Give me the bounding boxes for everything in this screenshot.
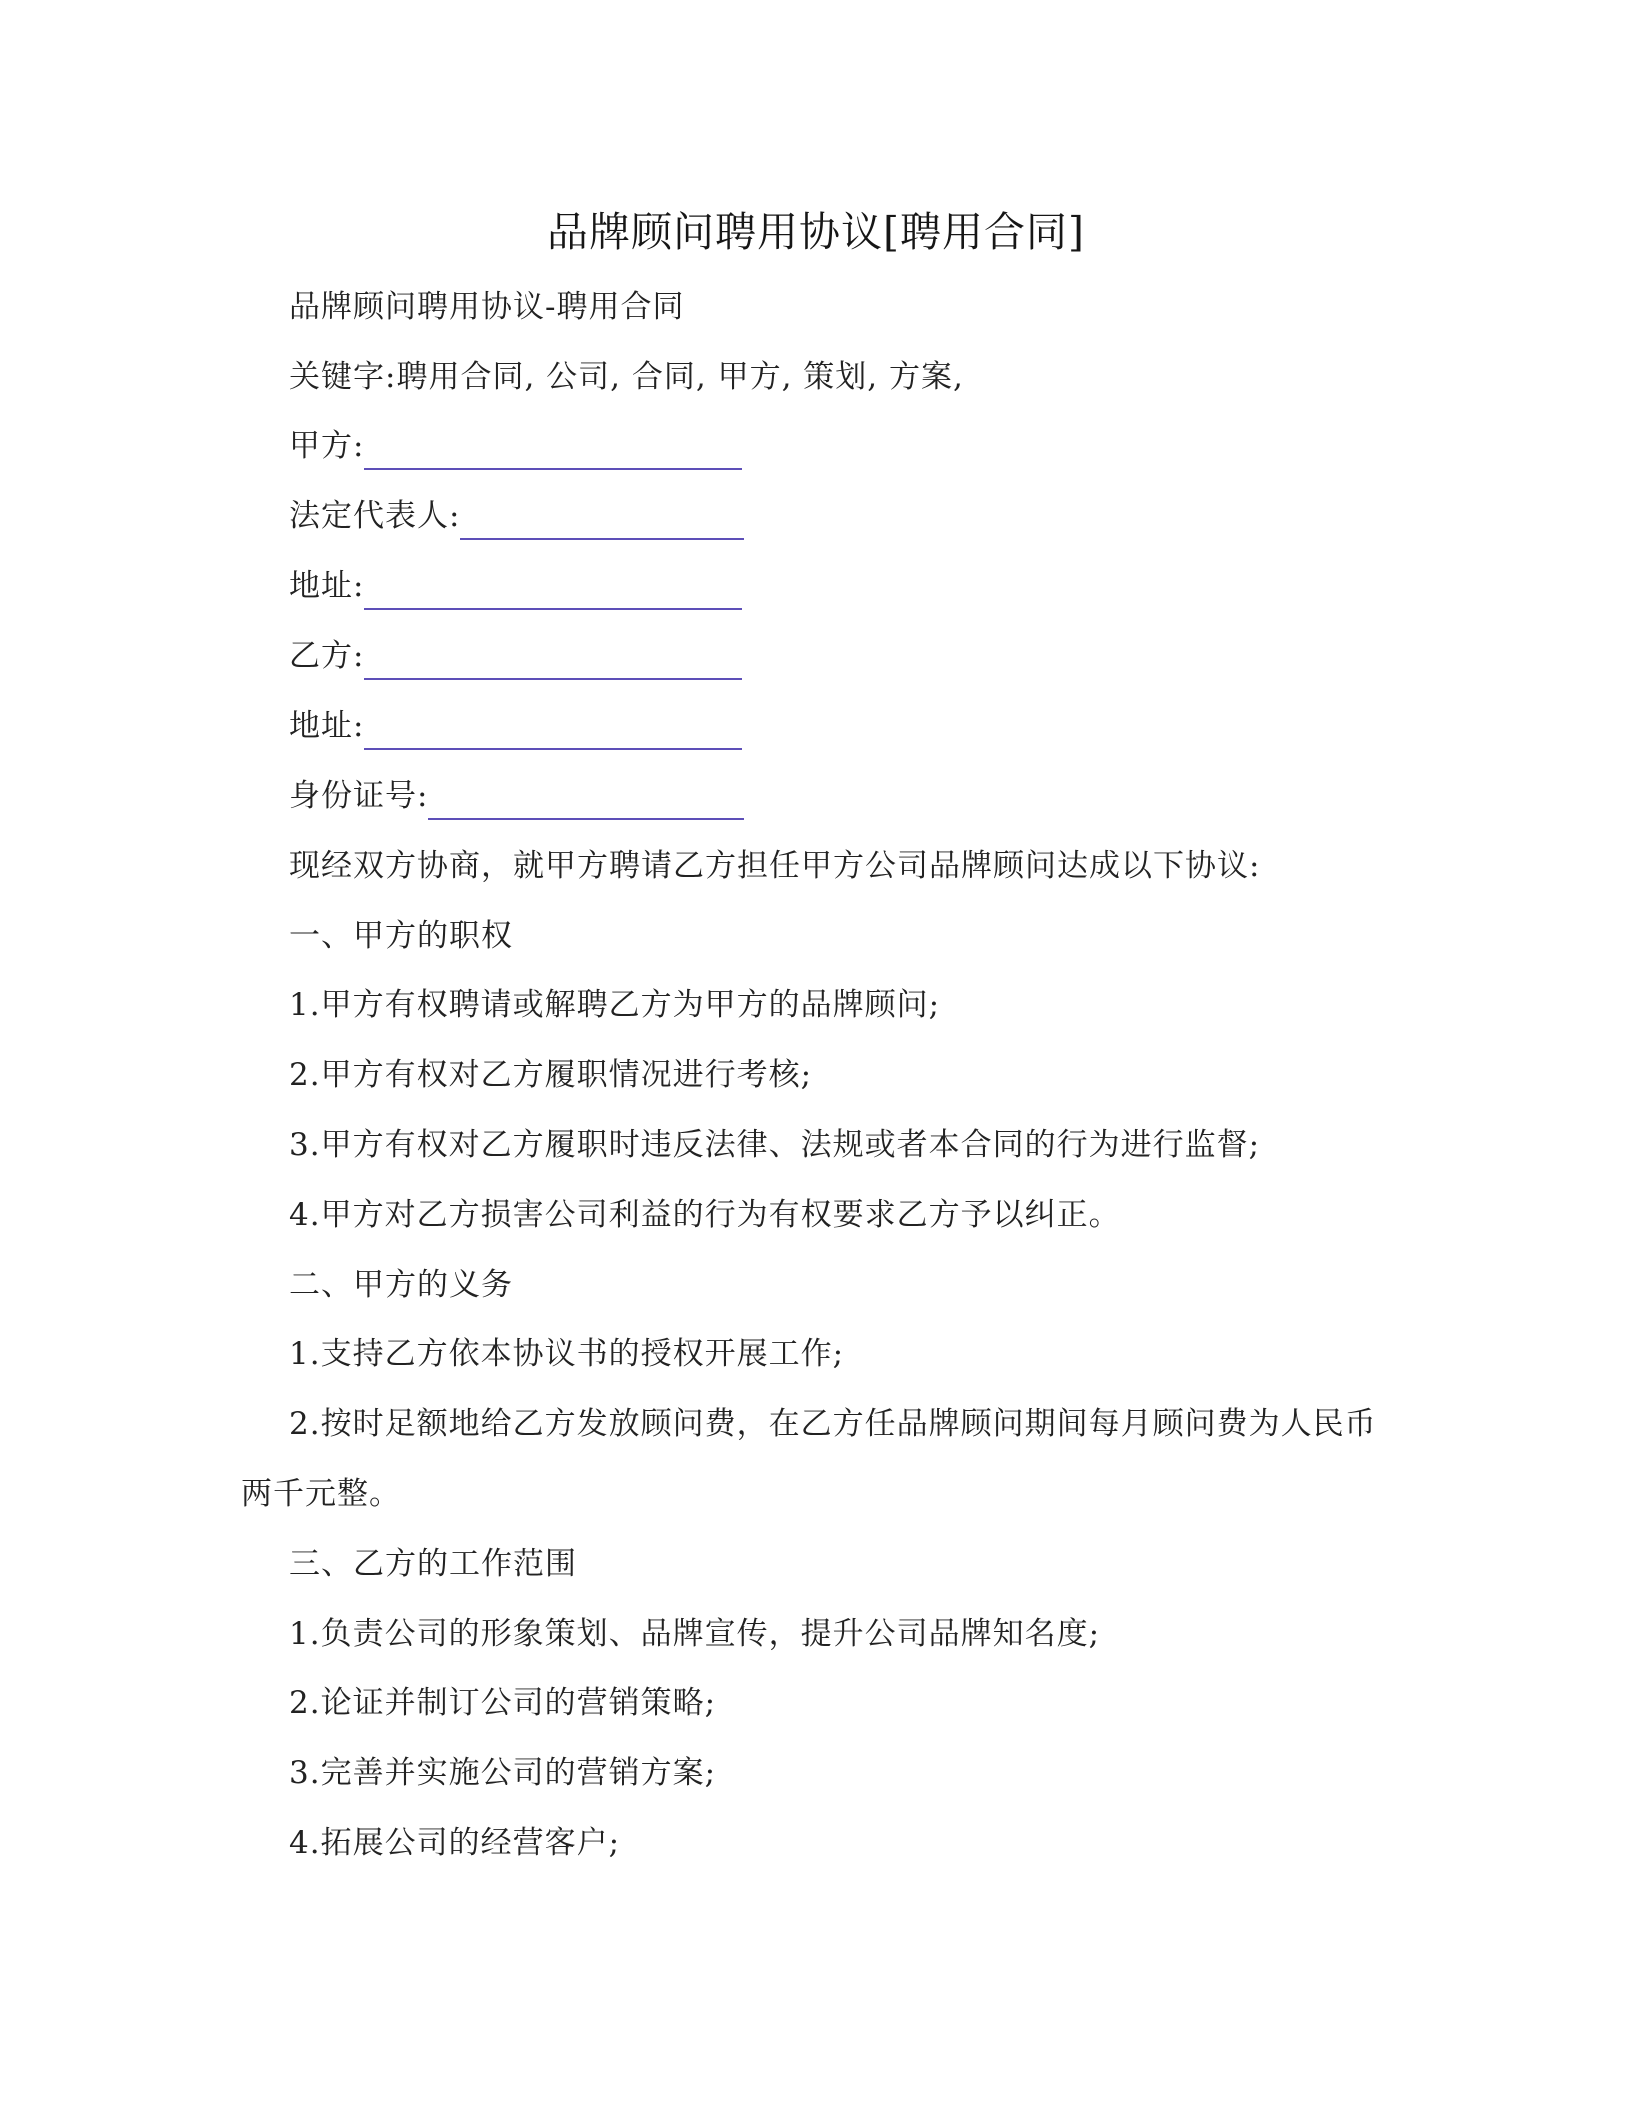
section1-item: 3.甲方有权对乙方履职时违反法律、法规或者本合同的行为进行监督; — [289, 1127, 1261, 1163]
id-number-field — [289, 772, 744, 820]
party-b-blank[interactable] — [364, 634, 742, 680]
section3-item: 2.论证并制订公司的营销策略; — [289, 1685, 717, 1721]
id-number-blank[interactable] — [428, 774, 744, 820]
section2-heading: 二、甲方的义务 — [289, 1267, 513, 1303]
address-a-label: 地址: — [289, 568, 365, 604]
section1-heading: 一、甲方的职权 — [289, 918, 513, 954]
section2-item-continuation: 两千元整。 — [241, 1476, 401, 1512]
legal-rep-label: 法定代表人: — [289, 498, 461, 534]
party-b-field — [289, 632, 742, 680]
section3-item: 1.负责公司的形象策划、品牌宣传，提升公司品牌知名度; — [289, 1616, 1101, 1652]
section3-heading: 三、乙方的工作范围 — [289, 1546, 577, 1582]
legal-rep-blank[interactable] — [460, 494, 744, 540]
party-a-label: 甲方: — [289, 428, 365, 464]
section1-item: 2.甲方有权对乙方履职情况进行考核; — [289, 1057, 813, 1093]
section3-item: 3.完善并实施公司的营销方案; — [289, 1755, 717, 1791]
party-a-blank[interactable] — [364, 424, 742, 470]
address-a-blank[interactable] — [364, 564, 742, 610]
document-subtitle: 品牌顾问聘用协议-聘用合同 — [289, 289, 685, 325]
id-number-label: 身份证号: — [289, 778, 429, 814]
address-b-field — [289, 702, 742, 750]
address-b-blank[interactable] — [364, 704, 742, 750]
section1-item: 1.甲方有权聘请或解聘乙方为甲方的品牌顾问; — [289, 987, 941, 1023]
party-b-label: 乙方: — [289, 638, 365, 674]
legal-rep-field — [289, 492, 744, 540]
intro-paragraph: 现经双方协商，就甲方聘请乙方担任甲方公司品牌顾问达成以下协议: — [289, 848, 1261, 884]
section1-item: 4.甲方对乙方损害公司利益的行为有权要求乙方予以纠正。 — [289, 1197, 1121, 1233]
keywords-line: 关键字:聘用合同, 公司, 合同, 甲方, 策划, 方案, — [289, 359, 964, 395]
address-a-field — [289, 562, 742, 610]
section2-item: 2.按时足额地给乙方发放顾问费，在乙方任品牌顾问期间每月顾问费为人民币 — [289, 1406, 1377, 1442]
party-a-field — [289, 422, 742, 470]
section3-item: 4.拓展公司的经营客户; — [289, 1825, 621, 1861]
address-b-label: 地址: — [289, 708, 365, 744]
document-title: 品牌顾问聘用协议[聘用合同] — [547, 208, 1085, 256]
section2-item: 1.支持乙方依本协议书的授权开展工作; — [289, 1336, 845, 1372]
